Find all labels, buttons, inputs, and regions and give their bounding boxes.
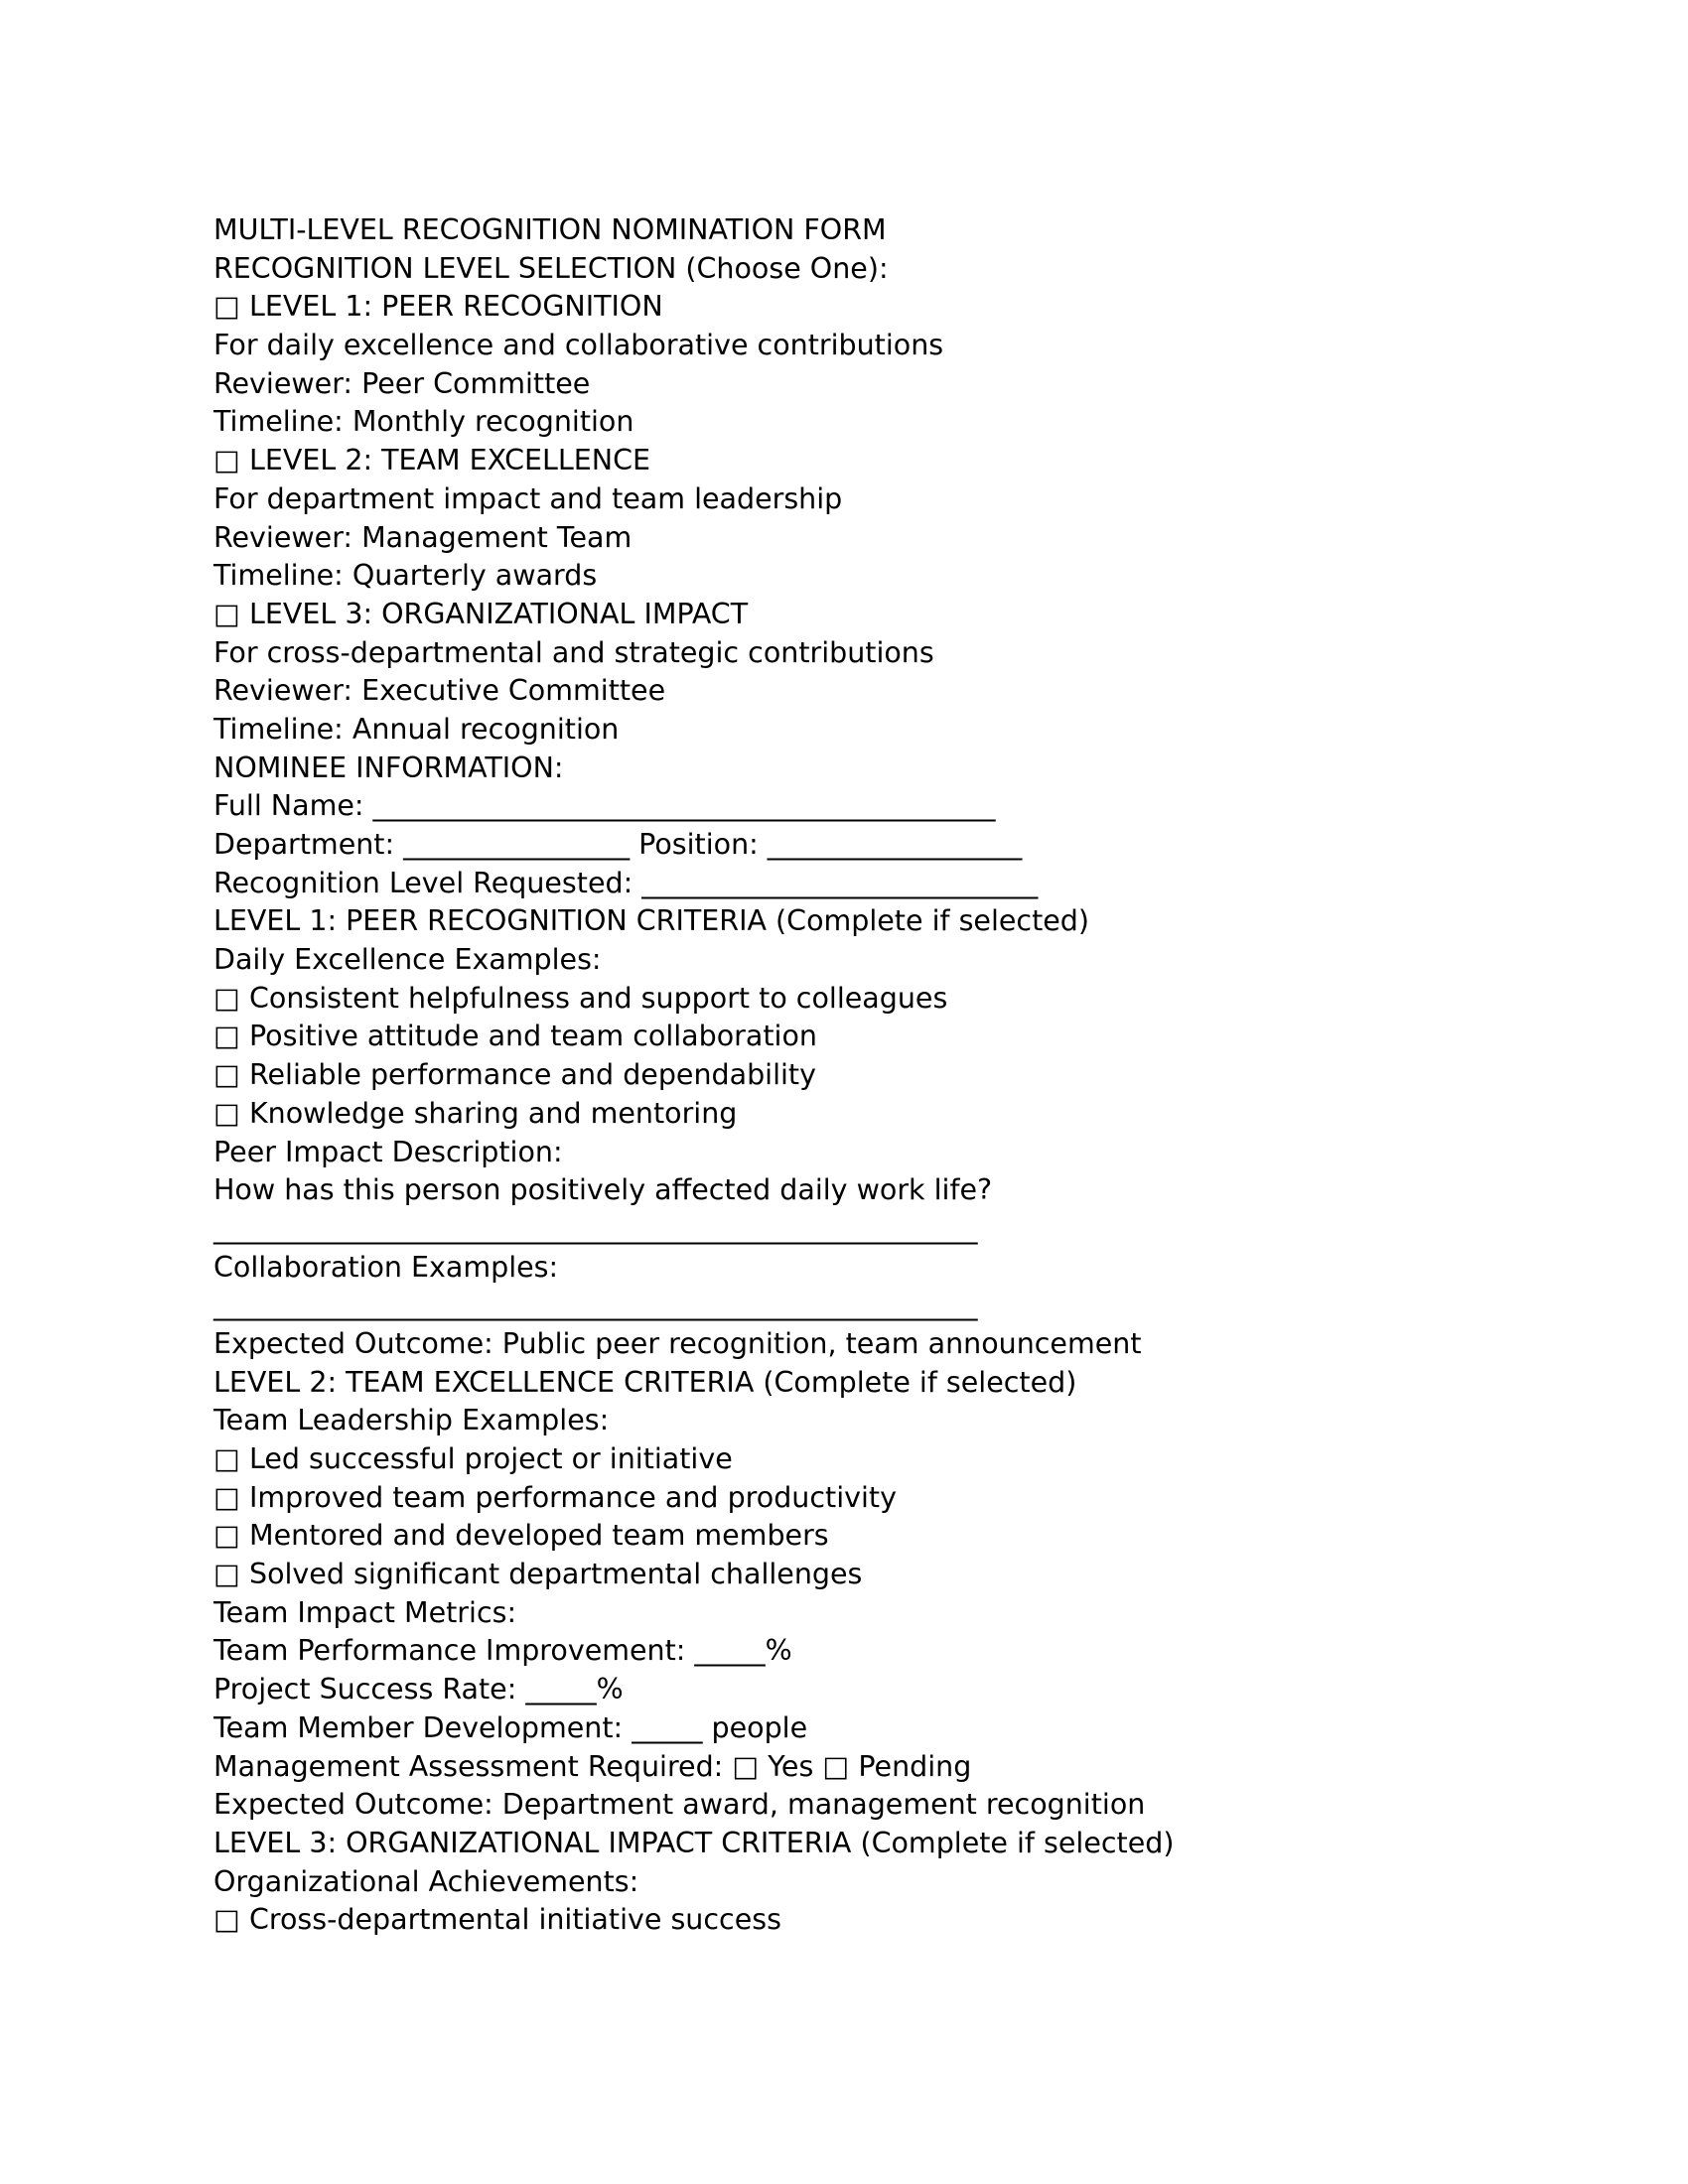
peer-impact-question: How has this person positively affected daily work life?: [213, 1173, 993, 1207]
level-2-description: For department impact and team leadership: [213, 481, 843, 515]
organizational-achievements-heading: Organizational Achievements:: [213, 1864, 639, 1898]
level-1-checkbox[interactable]: □ LEVEL 1: PEER RECOGNITION: [213, 290, 663, 324]
peer-impact-answer-field[interactable]: ______________________________________________________: [213, 1211, 978, 1245]
level-2-checkbox[interactable]: □ LEVEL 2: TEAM EXCELLENCE: [213, 444, 651, 478]
level-1-criteria-heading: LEVEL 1: PEER RECOGNITION CRITERIA (Complete if selected): [213, 904, 1090, 938]
checkbox-solved-challenges[interactable]: □ Solved significant departmental challenges: [213, 1558, 863, 1591]
level-2-criteria-heading: LEVEL 2: TEAM EXCELLENCE CRITERIA (Complete if selected): [213, 1365, 1077, 1399]
level-1-reviewer: Reviewer: Peer Committee: [213, 366, 591, 400]
team-member-development-field[interactable]: Team Member Development: _____ people: [213, 1710, 808, 1744]
peer-impact-heading: Peer Impact Description:: [213, 1135, 563, 1168]
level-1-description: For daily excellence and collaborative contributions: [213, 329, 944, 362]
nomination-form: [213, 211, 1504, 1940]
checkbox-led-project[interactable]: □ Led successful project or initiative: [213, 1442, 733, 1475]
checkbox-reliable-performance[interactable]: □ Reliable performance and dependability: [213, 1058, 816, 1092]
level-1-expected-outcome: Expected Outcome: Public peer recognition, team announcement: [213, 1326, 1142, 1360]
management-assessment-options[interactable]: Management Assessment Required: □ Yes □ Pending: [213, 1749, 972, 1783]
checkbox-cross-departmental[interactable]: □ Cross-departmental initiative success: [213, 1903, 781, 1937]
team-impact-metrics-heading: Team Impact Metrics:: [213, 1595, 517, 1629]
checkbox-positive-attitude[interactable]: □ Positive attitude and team collaboration: [213, 1020, 817, 1053]
collaboration-examples-heading: Collaboration Examples:: [213, 1250, 559, 1284]
form-title: MULTI-LEVEL RECOGNITION NOMINATION FORM: [213, 213, 887, 246]
team-leadership-heading: Team Leadership Examples:: [213, 1404, 610, 1437]
level-3-timeline: Timeline: Annual recognition: [213, 712, 620, 746]
level-2-timeline: Timeline: Quarterly awards: [213, 559, 598, 593]
level-1-timeline: Timeline: Monthly recognition: [213, 405, 634, 439]
level-selection-heading: RECOGNITION LEVEL SELECTION (Choose One):: [213, 251, 889, 285]
level-2-expected-outcome: Expected Outcome: Department award, management recognition: [213, 1788, 1146, 1822]
level-3-criteria-heading: LEVEL 3: ORGANIZATIONAL IMPACT CRITERIA (Complete if selected): [213, 1826, 1175, 1859]
nominee-info-heading: NOMINEE INFORMATION:: [213, 751, 564, 784]
full-name-field[interactable]: Full Name: ____________________________________________: [213, 789, 996, 823]
daily-excellence-heading: Daily Excellence Examples:: [213, 943, 602, 977]
collaboration-examples-field[interactable]: ______________________________________________________: [213, 1289, 978, 1322]
checkbox-improved-performance[interactable]: □ Improved team performance and productivity: [213, 1480, 897, 1514]
level-3-description: For cross-departmental and strategic contributions: [213, 635, 934, 669]
checkbox-mentored-members[interactable]: □ Mentored and developed team members: [213, 1519, 829, 1553]
team-performance-field[interactable]: Team Performance Improvement: _____%: [213, 1634, 792, 1668]
checkbox-knowledge-sharing[interactable]: □ Knowledge sharing and mentoring: [213, 1096, 738, 1130]
checkbox-helpfulness[interactable]: □ Consistent helpfulness and support to colleagues: [213, 981, 948, 1015]
recognition-level-field[interactable]: Recognition Level Requested: ____________________________: [213, 866, 1039, 899]
project-success-field[interactable]: Project Success Rate: _____%: [213, 1673, 624, 1706]
department-position-field[interactable]: Department: ________________ Position: __________________: [213, 828, 1023, 861]
level-2-reviewer: Reviewer: Management Team: [213, 520, 633, 554]
level-3-reviewer: Reviewer: Executive Committee: [213, 674, 666, 708]
level-3-checkbox[interactable]: □ LEVEL 3: ORGANIZATIONAL IMPACT: [213, 597, 749, 630]
